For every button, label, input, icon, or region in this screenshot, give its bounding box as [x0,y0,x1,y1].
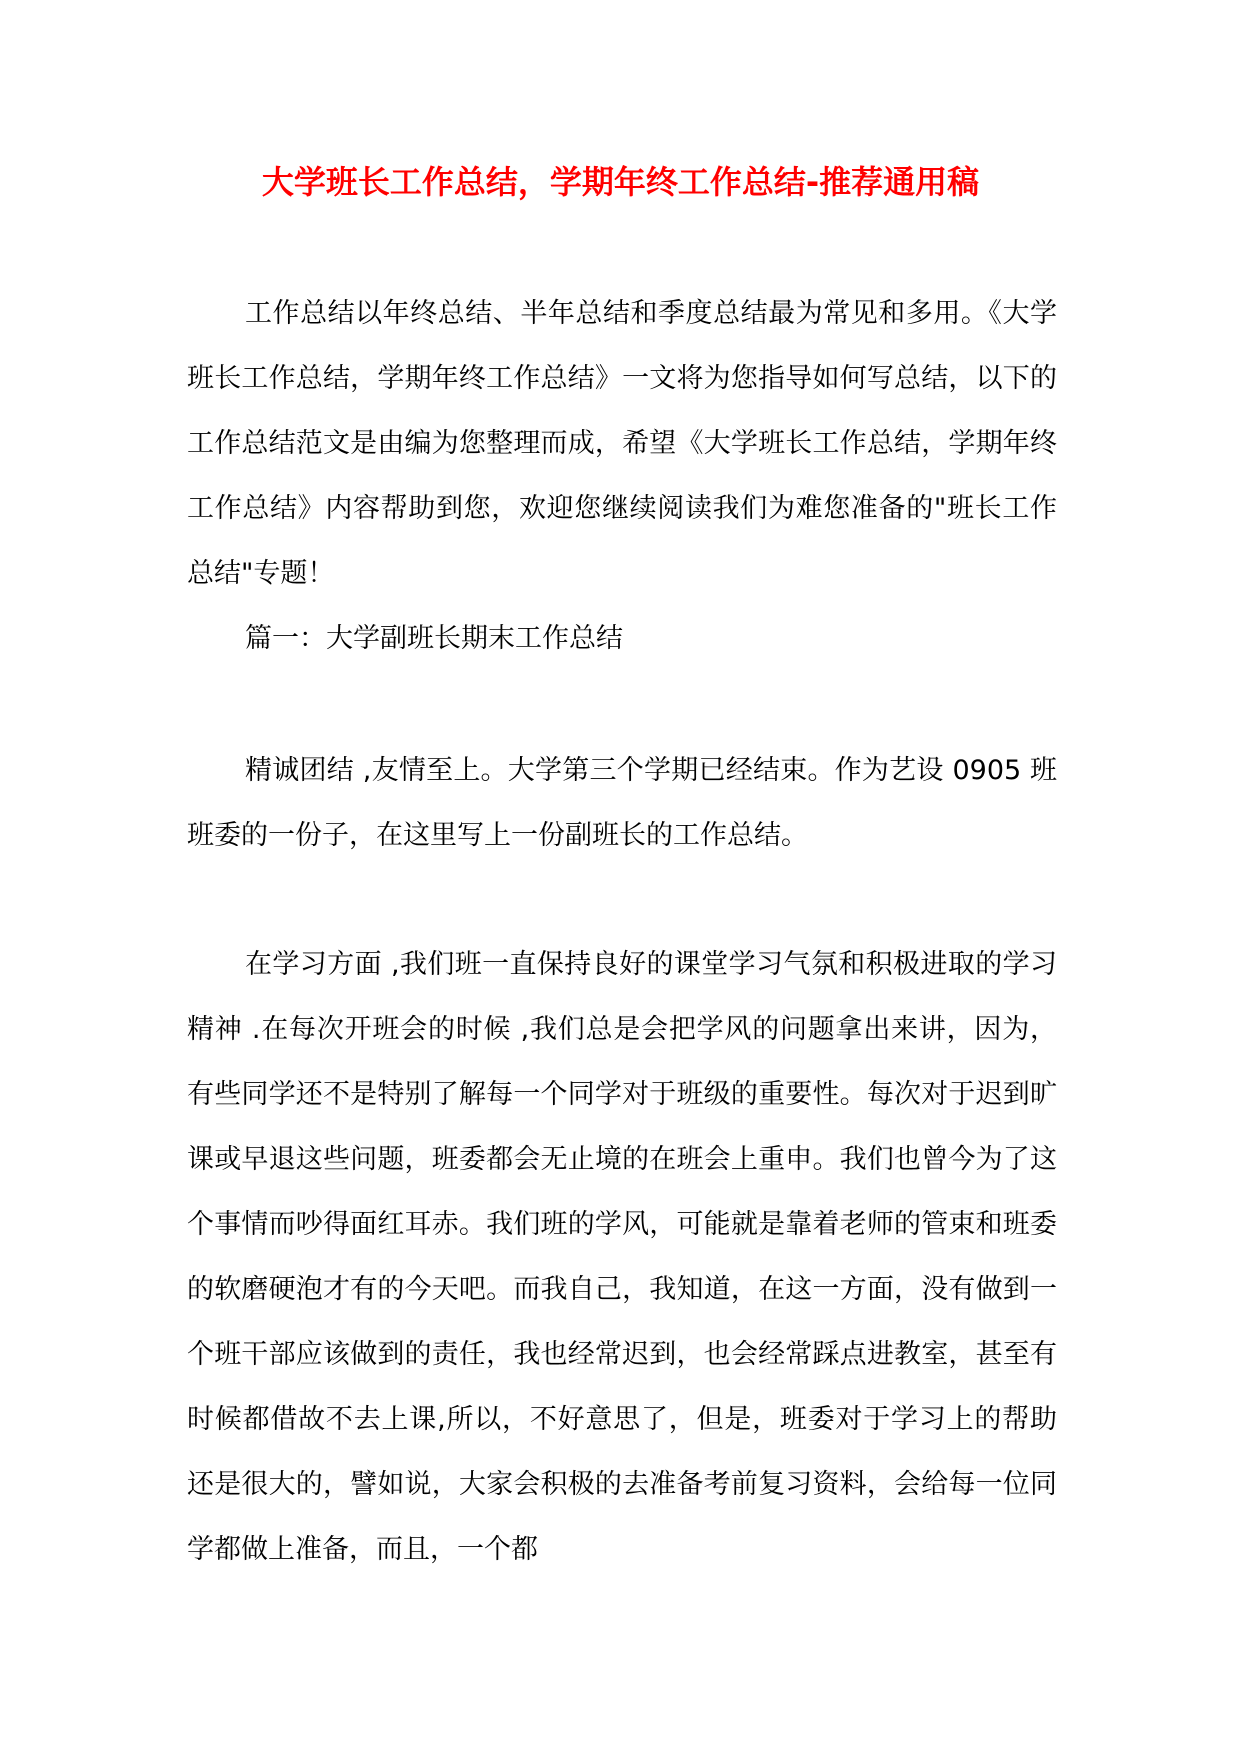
document-title: 大学班长工作总结，学期年终工作总结-推荐通用稿 [261,163,980,201]
intro-paragraph: 工作总结以年终总结、半年总结和季度总结最为常见和多用。《大学班长工作总结，学期年终工作总结》一文将为您指导如何写总结，以下的工作总结范文是由编为您整理而成，希望《大学班长工作总结，学期年终工作总结》内容帮助到您，欢迎您继续阅读我们为难您准备的"班长工作总结"专题！ [187,298,1057,589]
body-paragraph-2: 在学习方面 ,我们班一直保持良好的课堂学习气氛和积极进取的学习精神 .在每次开班会的时候 ,我们总是会把学风的问题拿出来讲，因为，有些同学还不是特别了解每一个同学对于班级的重要性。每次对于迟到旷课或早退这些问题，班委都会无止境的在班会上重申。我们也曾今为了这个事情而吵得面红耳赤。我们班的学风，可能就是靠着老师的管束和班委的软磨硬泡才有的今天吧。而我自己，我知道，在这一方面，没有做到一个班干部应该做到的责任，我也经常迟到，也会经常踩点进教室，甚至有时候都借故不去上课,所以，不好意思了，但是，班委对于学习上的帮助还是很大的，譬如说，大家会积极的去准备考前复习资料，会给每一位同学都做上准备，而且，一个都 [187,949,1057,1565]
section-heading: 篇一：大学副班长期末工作总结 [245,623,623,654]
body-paragraph-1: 精诚团结 ,友情至上。大学第三个学期已经结束。作为艺设 0905 班班委的一份子，在这里写上一份副班长的工作总结。 [187,755,1057,851]
